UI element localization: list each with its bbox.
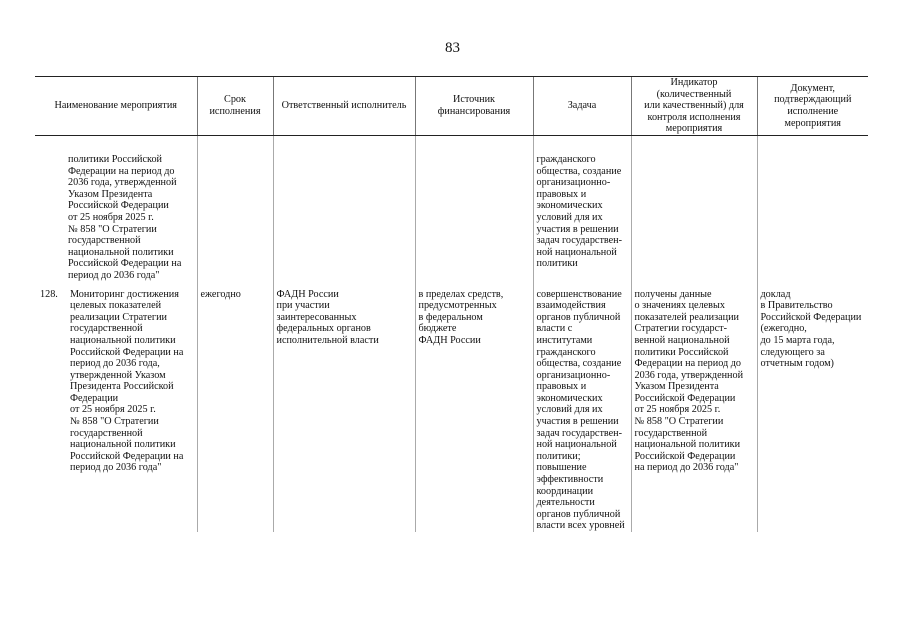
cell-text-line: (ежегодно, [760,323,807,335]
cell-text-line: национальной политики [70,334,176,346]
cell-text-line: период до 2036 года, [70,358,160,370]
cell-text-line: Российской Федерации [634,450,736,462]
cell-text-line: ной национальной [536,246,617,258]
cell-text-line: задач государствен- [536,235,623,247]
cell-indicator [631,136,757,282]
cell-text-line: деятельности [536,497,595,509]
header-text-line: Индикатор [670,77,718,89]
cell-term [197,136,273,282]
cell-text-line: в пределах средств, [418,288,504,300]
header-text-line: Наименование мероприятия [54,100,177,112]
header-cell [415,77,533,136]
cell-text-line: № 858 "О Стратегии [634,416,724,428]
cell-text-line: правовых и [536,381,587,393]
cell-text-line: политики [536,258,578,270]
cell-text-line: исполнительной власти [276,334,379,346]
page-number: 83 [445,40,460,56]
cell-document [757,282,868,532]
cell-text-line: Российской Федерации [760,311,862,323]
cell-text-line: задач государствен- [536,427,623,439]
header-text-line: Документ, [790,82,835,94]
cell-text-line: ной национальной [536,439,617,451]
cell-funding [415,136,533,282]
cell-text-line: Российской Федерации [68,200,169,212]
cell-text-line: органов публичной [536,508,621,520]
header-text-line: (количественный [656,88,732,100]
cell-text-line: при участии [276,300,330,312]
cell-text-line: до 15 марта года, [760,334,835,346]
cell-text-line: от 25 ноября 2025 г. [68,211,154,223]
cell-text-line: утвержденной Указом [70,369,166,381]
cell-text-line: показателей реализации [634,311,740,323]
cell-text-line: получены данные [634,288,712,300]
cell-text-line: национальной политики [634,439,741,451]
cell-text-line: № 858 "О Стратегии [70,416,159,428]
cell-text-line: заинтересованных [276,311,357,323]
action-plan-table [35,76,868,532]
item-number: 128. [40,288,58,300]
cell-text-line: экономических [536,392,603,404]
cell-text-line: экономических [536,200,603,212]
cell-text-line: институтами [536,334,593,346]
cell-text-line: № 858 "О Стратегии [68,223,157,235]
cell-text-line: органов публичной [536,311,621,323]
cell-name [35,136,197,282]
table-header-row [35,77,868,136]
header-cell [631,77,757,136]
cell-text-line: федеральных органов [276,323,371,335]
cell-text-line: ежегодно [200,288,241,300]
cell-text-line: Федерации на период до [68,165,175,177]
table-row-continuation [35,136,868,282]
cell-text-line: Президента Российской [70,381,174,393]
cell-text-line: на период до 2036 года" [634,462,739,474]
cell-text-line: в Правительство [760,300,833,312]
cell-text-line: бюджете [418,323,457,335]
cell-executor [273,136,415,282]
header-text-line: контроля исполнения [647,111,741,123]
header-cell [533,77,631,136]
header-text-line: исполнение [787,106,839,117]
header-text-line: исполнения [209,106,261,117]
cell-name [35,282,197,532]
cell-text-line: государственной [634,427,708,439]
cell-text-line: период до 2036 года" [68,269,160,281]
cell-text-line: совершенствование [536,288,622,300]
cell-text-line: общества, создание [536,358,622,370]
cell-text-line: организационно- [536,177,611,189]
header-cell [197,77,273,136]
cell-text-line: государственной [68,235,141,247]
cell-text-line: правовых и [536,188,587,200]
cell-text-line: доклад [760,288,791,300]
header-cell [35,77,197,136]
cell-text-line: Федерации [70,392,119,404]
cell-text-line: следующего за [760,346,825,358]
header-text-line: финансирования [437,106,511,117]
cell-text-line: гражданского [536,346,596,358]
cell-text-line: период до 2036 года" [70,462,162,474]
cell-text-line: координации [536,485,594,497]
cell-text-line: условий для их [536,404,603,416]
header-text-line: мероприятия [665,123,723,135]
cell-text-line: целевых показателей [70,300,162,312]
cell-executor [273,282,415,532]
cell-text-line: условий для их [536,211,603,223]
header-cell [757,77,868,136]
cell-text-line: Мониторинг достижения [70,288,179,300]
table-row-item [35,282,868,532]
cell-task [533,136,631,282]
cell-text-line: 2036 года, утвержденной [68,177,177,189]
header-text-line: мероприятия [784,117,841,129]
cell-text-line: эффективности [536,474,604,486]
cell-text-line: в федеральном [418,311,483,323]
cell-text-line: взаимодействия [536,300,606,312]
cell-text-line: власти с [536,323,573,335]
cell-text-line: о значениях целевых [634,300,725,312]
cell-text-line: 2036 года, утвержденной [634,369,744,381]
cell-text-line: предусмотренных [418,300,497,312]
header-text-line: Ответственный исполнитель [281,100,407,112]
cell-text-line: политики; [536,450,581,462]
header-text-line: Источник [452,94,495,106]
cell-text-line: политики Российской [634,346,729,358]
cell-text-line: от 25 ноября 2025 г. [70,404,156,416]
cell-text-line: государственной [70,323,143,335]
cell-text-line: Федерации на период до [634,358,742,370]
cell-text-line: участия в решении [536,223,619,235]
cell-text-line: Российской Федерации на [68,258,182,270]
header-cell [273,77,415,136]
cell-text-line: Российской Федерации на [70,346,184,358]
cell-indicator [631,282,757,532]
cell-text-line: Указом Президента [68,188,153,200]
cell-text-line: Указом Президента [634,381,719,393]
cell-task [533,282,631,532]
cell-text-line: Российской Федерации на [70,450,184,462]
cell-text-line: Российской Федерации [634,392,736,404]
cell-text-line: организационно- [536,369,611,381]
cell-text-line: государственной [70,427,143,439]
cell-text-line: венной национальной [634,334,730,346]
cell-text-line: национальной политики [68,246,174,258]
header-text-line: Срок [224,94,246,106]
header-text-line: подтверждающий [774,94,852,106]
cell-text-line: участия в решении [536,416,619,428]
header-text-line: Задача [567,100,597,112]
cell-text-line: реализации Стратегии [70,311,167,323]
cell-text-line: власти всех уровней [536,520,625,532]
cell-text-line: отчетным годом) [760,358,834,370]
cell-text-line: Стратегии государст- [634,323,727,335]
cell-text-line: общества, создание [536,165,622,177]
cell-text-line: ФАДН России [418,334,481,346]
cell-funding [415,282,533,532]
cell-text-line: от 25 ноября 2025 г. [634,404,721,416]
header-text-line: или качественный) для [644,100,744,112]
cell-term [197,282,273,532]
cell-text-line: национальной политики [70,439,176,451]
cell-text-line: гражданского [536,154,596,165]
cell-text-line: ФАДН России [276,288,339,300]
cell-text-line: политики Российской [68,154,163,165]
cell-document [757,136,868,282]
cell-text-line: повышение [536,462,587,474]
